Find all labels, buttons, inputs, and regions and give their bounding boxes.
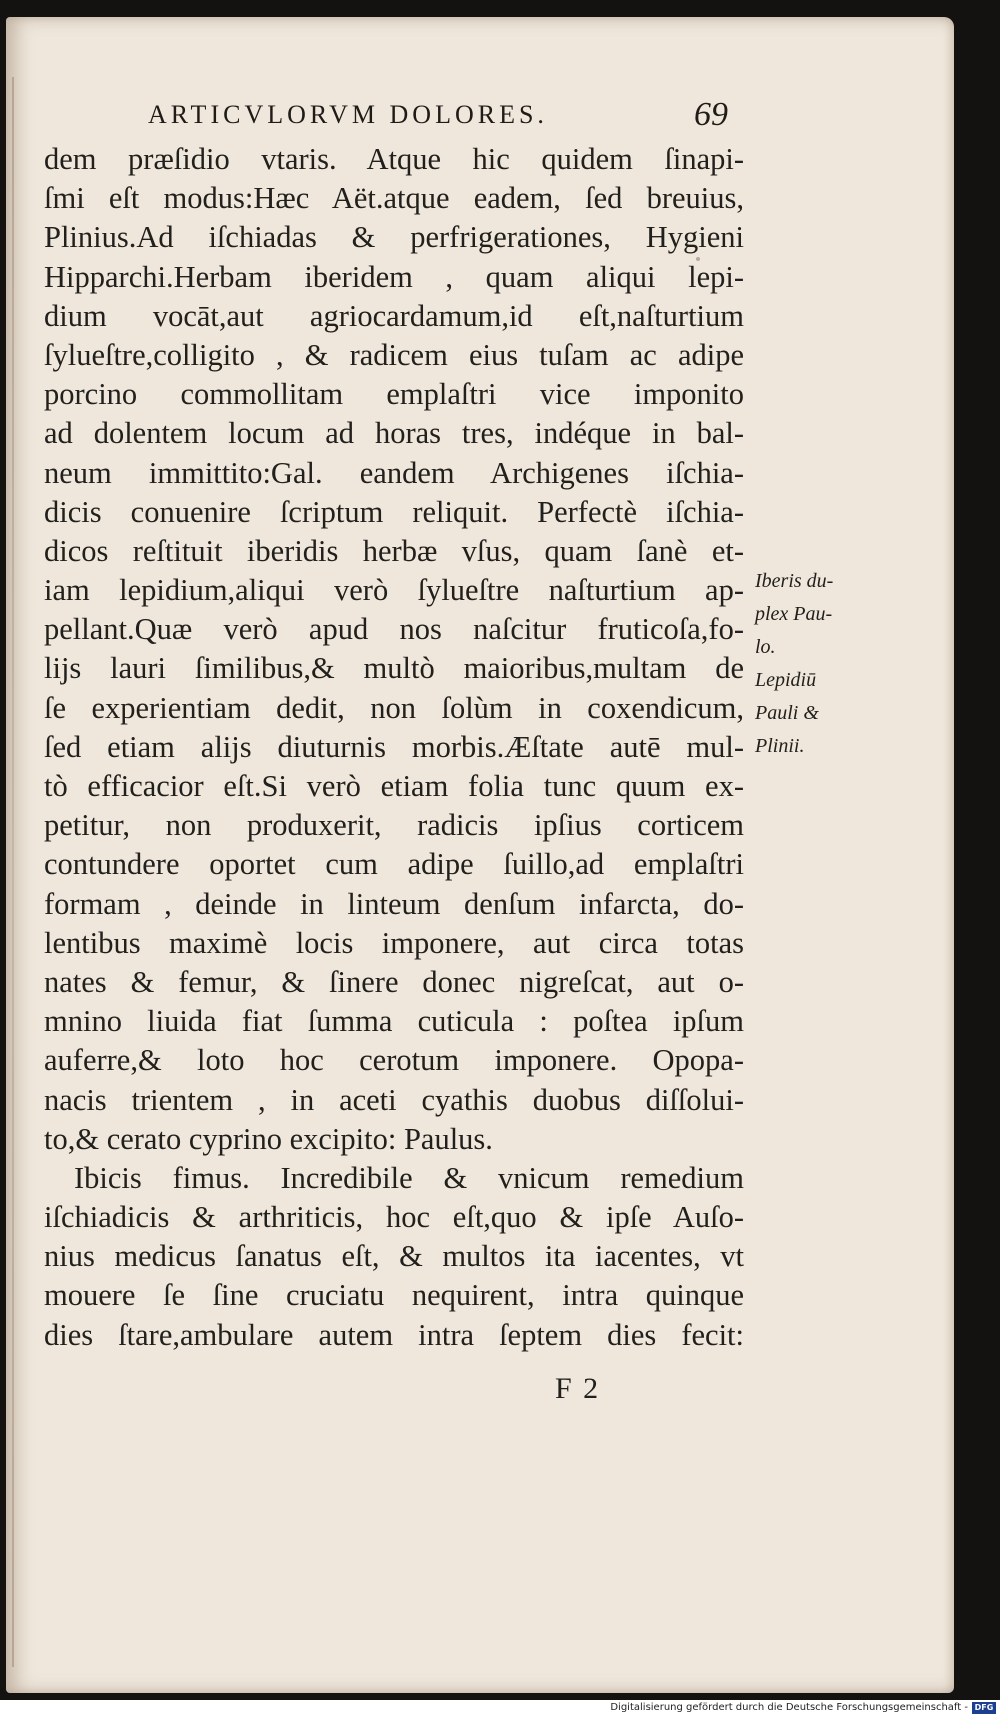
- signature-mark: F 2: [555, 1372, 601, 1405]
- marginal-note-line: Plinii.: [755, 735, 805, 757]
- main-text-block: [44, 140, 744, 1355]
- text-line: nacis trientem , in aceti cyathis duobus diſſolui-: [44, 1082, 744, 1117]
- digitization-footer: [0, 1700, 1000, 1717]
- marginal-note-line: Pauli &: [755, 702, 819, 724]
- text-line: lentibus maximè locis imponere, aut circa totas: [44, 925, 744, 960]
- text-line: dem præſidio vtaris. Atque hic quidem ſinapi-: [44, 142, 744, 176]
- running-title: ARTICVLORVM DOLORES.: [148, 100, 548, 129]
- text-line: neum immittito:Gal. eandem Archigenes iſchia-: [44, 455, 744, 490]
- dfg-logo: DFG: [972, 1702, 996, 1714]
- text-line: contundere oportet cum adipe ſuillo,ad emplaſtri: [44, 847, 744, 882]
- text-line: ſe experientiam dedit, non ſolùm in coxendicum,: [44, 690, 744, 725]
- text-line: dies ſtare,ambulare autem intra ſeptem dies fecit:: [44, 1317, 744, 1352]
- funding-credit: Digitalisierung gefördert durch die Deutsche Forschungsgemeinschaft -: [610, 1702, 968, 1713]
- text-line: dicis conuenire ſcriptum reliquit. Perfectè iſchia-: [44, 494, 744, 529]
- marginal-note-line: Iberis du-: [755, 570, 834, 592]
- text-line: iam lepidium,aliqui verò ſylueſtre naſturtium ap-: [44, 573, 744, 608]
- text-line: dium vocāt,aut agriocardamum,id eſt,naſturtium: [44, 298, 744, 333]
- text-line: Hipparchi.Herbam iberidem , quam aliqui lepi-: [44, 259, 744, 294]
- text-line: formam , deinde in linteum denſum infarcta, do-: [44, 886, 744, 921]
- text-line: auferre,& loto hoc cerotum imponere. Opopa-: [44, 1043, 744, 1078]
- text-line: porcino commollitam emplaſtri vice imponito: [44, 377, 744, 412]
- page-gutter: [12, 77, 14, 1667]
- text-line: nius medicus ſanatus eſt, & multos ita iacentes, vt: [44, 1239, 744, 1274]
- paragraph-start-line: Ibicis fimus. Incredibile & vnicum remedium: [74, 1160, 744, 1195]
- marginal-note-line: Lepidiū: [755, 669, 817, 691]
- text-line: mnino liuida fiat ſumma cuticula : poſtea ipſum: [44, 1004, 744, 1039]
- text-line: Plinius.Ad iſchiadas & perfrigerationes, Hygieni: [44, 220, 744, 255]
- text-line: tò efficacior eſt.Si verò etiam folia tunc quum ex-: [44, 769, 744, 803]
- marginal-note-line: plex Pau-: [755, 603, 833, 625]
- text-line: nates & femur, & ſinere donec nigreſcat, aut o-: [44, 964, 744, 999]
- text-line: mouere ſe ſine cruciatu nequirent, intra quinque: [44, 1278, 744, 1313]
- text-line: iſchiadicis & arthriticis, hoc eſt,quo & ipſe Auſo-: [44, 1200, 744, 1235]
- text-line: pellant.Quæ verò apud nos naſcitur fruticoſa,fo-: [44, 612, 744, 647]
- text-line: ad dolentem locum ad horas tres, indéque in bal-: [44, 416, 744, 451]
- text-line: ſmi eſt modus:Hæc Aët.atque eadem, ſed breuius,: [44, 181, 744, 216]
- text-line: lijs lauri ſimilibus,& multò maioribus,multam de: [44, 651, 744, 686]
- marginal-notes: [755, 565, 855, 763]
- text-line: ſylueſtre,colligito , & radicem eius tuſam ac adipe: [44, 337, 744, 372]
- page-number: 69: [694, 96, 728, 133]
- text-line: ſed etiam alijs diuturnis morbis.Æſtate autē mul-: [44, 729, 744, 764]
- text-line: dicos reſtituit iberidis herbæ vſus, quam ſanè et-: [44, 533, 744, 568]
- running-head: [148, 96, 728, 136]
- text-line: petitur, non produxerit, radicis ipſius corticem: [44, 808, 744, 843]
- marginal-note-line: lo.: [755, 636, 776, 658]
- paragraph-end-line: to,& cerato cyprino excipito: Paulus.: [44, 1121, 493, 1156]
